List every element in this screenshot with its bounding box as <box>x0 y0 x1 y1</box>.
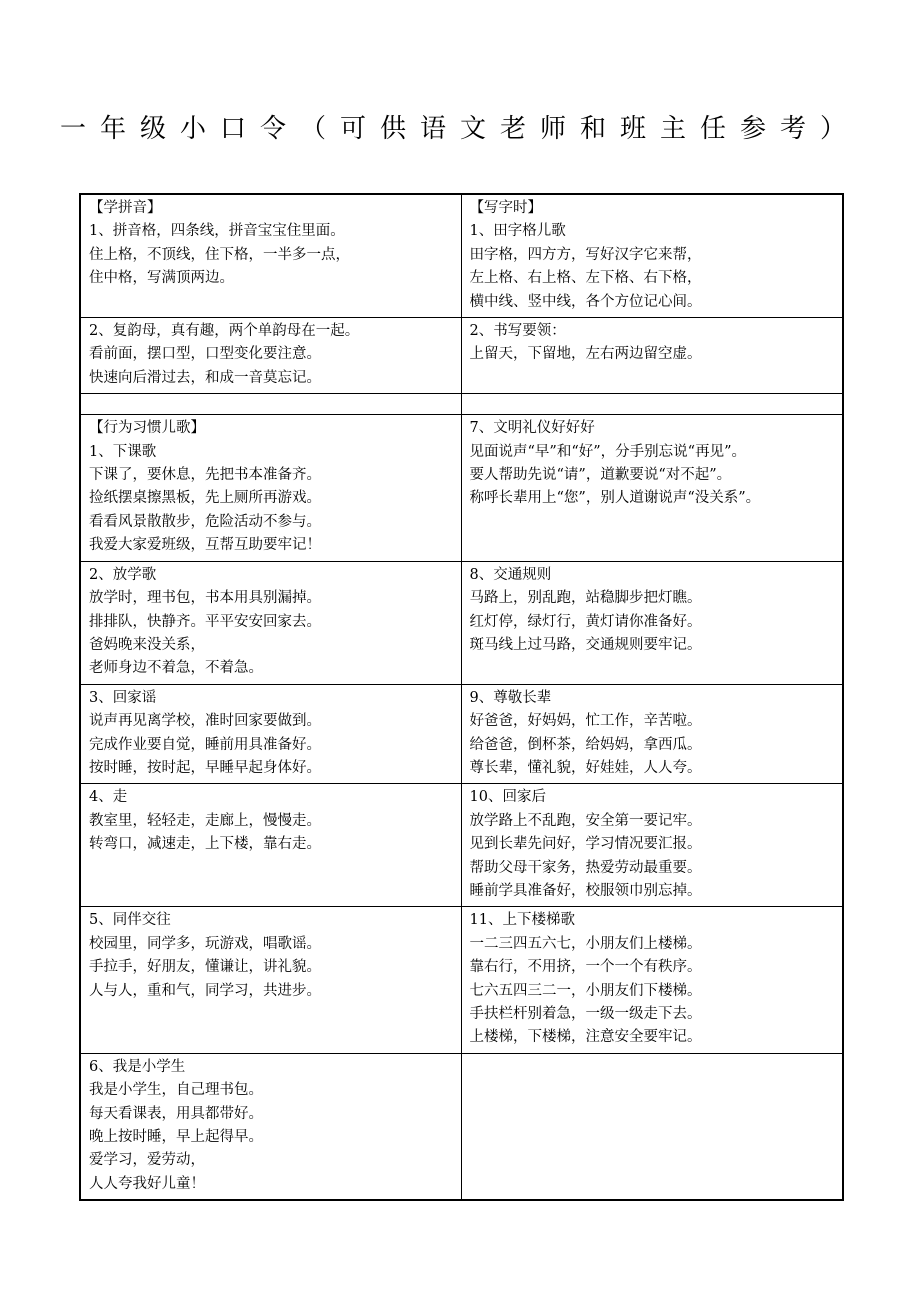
text-line: 【学拼音】 <box>89 200 162 216</box>
text-line: 七六五四三二一，小朋友们下楼梯。 <box>469 982 702 999</box>
table-row <box>80 394 843 415</box>
text-line: 放学路上不乱跑，安全第一要记牢。 <box>469 812 702 829</box>
text-line: 3、回家谣 <box>89 689 157 706</box>
text-line: 5、同伴交往 <box>89 912 171 929</box>
text-line: 手拉手，好朋友，懂谦让，讲礼貌。 <box>89 959 321 976</box>
right-cell <box>461 194 843 318</box>
text-line: 田字格，四方方，写好汉字它来帮， <box>469 246 702 263</box>
right-cell <box>461 907 843 1053</box>
rhymes-table-body <box>80 194 843 1200</box>
right-cell <box>461 394 843 415</box>
text-line: 爱学习，爱劳动， <box>89 1152 205 1169</box>
text-line: 2、书写要领： <box>469 323 566 340</box>
text-line: 快速向后滑过去，和成一音莫忘记。 <box>89 369 321 386</box>
table-row <box>80 907 843 1053</box>
left-cell <box>80 561 461 684</box>
text-line: 给爸爸，倒杯茶，给妈妈，拿西瓜。 <box>469 736 702 753</box>
text-line: 晚上按时睡，早上起得早。 <box>89 1129 263 1146</box>
text-line: 6、我是小学生 <box>89 1058 186 1075</box>
text-line: 住中格，写满顶两边。 <box>89 270 234 287</box>
table-row <box>80 1053 843 1200</box>
text-line: 上楼梯，下楼梯，注意安全要牢记。 <box>469 1029 702 1046</box>
text-line: 马路上，别乱跑，站稳脚步把灯瞧。 <box>469 590 702 607</box>
text-line: 称呼长辈用上“您”，别人道谢说声“没关系”。 <box>469 490 761 507</box>
left-cell <box>80 318 461 394</box>
left-cell <box>80 415 461 561</box>
text-line: 转弯口，减速走，上下楼，靠右走。 <box>89 836 321 853</box>
text-line: 好爸爸，好妈妈，忙工作，辛苦啦。 <box>469 713 702 730</box>
text-line: 按时睡，按时起，早睡早起身体好。 <box>89 759 321 776</box>
text-line: 见到长辈先问好，学习情况要汇报。 <box>469 836 702 853</box>
text-line: 每天看课表，用具都带好。 <box>89 1105 263 1122</box>
text-line: 【写字时】 <box>469 200 542 216</box>
text-line: 1、田字格儿歌 <box>469 223 566 240</box>
text-line: 手扶栏杆别着急，一级一级走下去。 <box>469 1006 702 1022</box>
text-line: 8、交通规则 <box>469 566 552 583</box>
text-line: 见面说声“早”和“好”，分手别忘说“再见”。 <box>469 443 746 460</box>
text-line: 1、下课歌 <box>89 443 157 460</box>
page-title: 一年级小口令（可供语文老师和班主任参考） <box>59 114 860 144</box>
table-row <box>80 561 843 684</box>
text-line: 2、复韵母，真有趣，两个单韵母在一起。 <box>89 323 360 340</box>
text-line: 横中线、竖中线，各个方位记心间。 <box>469 293 702 310</box>
right-cell <box>461 684 843 784</box>
text-line: 左上格、右上格、左下格、右下格， <box>469 270 702 287</box>
text-line: 人与人，重和气，同学习，共进步。 <box>89 982 321 999</box>
left-cell <box>80 684 461 784</box>
text-line: 爸妈晚来没关系， <box>89 636 205 653</box>
text-line: 7、文明礼仪好好好 <box>469 420 595 437</box>
left-cell <box>80 784 461 907</box>
text-line: 2、放学歌 <box>89 566 157 583</box>
text-line: 排排队，快静齐。平平安安回家去。 <box>89 613 321 630</box>
text-line: 我是小学生，自己理书包。 <box>89 1082 263 1099</box>
text-line: 10、回家后 <box>469 789 546 806</box>
text-line: 【行为习惯儿歌】 <box>89 420 205 437</box>
table-row <box>80 194 843 318</box>
rhymes-table <box>79 193 844 1201</box>
left-cell <box>80 1053 461 1200</box>
text-line: 斑马线上过马路，交通规则要牢记。 <box>469 636 702 653</box>
table-row <box>80 415 843 561</box>
text-line: 我爱大家爱班级，互帮互助要牢记！ <box>89 537 321 554</box>
text-line: 完成作业要自觉，睡前用具准备好。 <box>89 736 321 753</box>
left-cell <box>80 394 461 415</box>
text-line: 尊长辈，懂礼貌，好娃娃，人人夸。 <box>469 759 702 776</box>
text-line: 校园里，同学多，玩游戏，唱歌谣。 <box>89 935 321 952</box>
right-cell <box>461 1053 843 1200</box>
text-line: 红灯停，绿灯行，黄灯请你准备好。 <box>469 613 702 630</box>
table-row <box>80 784 843 907</box>
text-line: 睡前学具准备好，校服领巾别忘掉。 <box>469 882 702 899</box>
text-line: 靠右行，不用挤，一个一个有秩序。 <box>469 959 702 976</box>
text-line: 上留天，下留地，左右两边留空虚。 <box>469 346 702 363</box>
text-line: 捡纸摆桌擦黑板，先上厕所再游戏。 <box>89 490 321 507</box>
left-cell <box>80 194 461 318</box>
text-line: 要人帮助先说“请”，道歉要说“对不起”。 <box>469 467 732 484</box>
text-line: 9、尊敬长辈 <box>469 689 552 706</box>
left-cell <box>80 907 461 1053</box>
text-line: 下课了，要休息，先把书本准备齐。 <box>89 467 321 484</box>
right-cell <box>461 784 843 907</box>
text-line: 说声再见离学校，准时回家要做到。 <box>89 713 321 730</box>
text-line: 教室里，轻轻走，走廊上，慢慢走。 <box>89 812 321 829</box>
text-line: 人人夸我好儿童！ <box>89 1175 205 1192</box>
text-line: 老师身边不着急，不着急。 <box>89 660 263 677</box>
text-line: 住上格，不顶线，住下格，一半多一点， <box>89 246 350 263</box>
text-line: 一二三四五六七，小朋友们上楼梯。 <box>469 935 702 952</box>
right-cell <box>461 415 843 561</box>
text-line: 看看风景散散步，危险活动不参与。 <box>89 513 321 530</box>
right-cell <box>461 318 843 394</box>
text-line: 帮助父母干家务，热爱劳动最重要。 <box>469 859 702 876</box>
text-line: 1、拼音格，四条线，拼音宝宝住里面。 <box>89 223 345 240</box>
table-row <box>80 318 843 394</box>
text-line: 看前面，摆口型，口型变化要注意。 <box>89 346 321 363</box>
text-line: 4、走 <box>89 789 128 806</box>
right-cell <box>461 561 843 684</box>
text-line: 放学时，理书包，书本用具别漏掉。 <box>89 590 321 607</box>
text-line: 11、上下楼梯歌 <box>469 912 575 929</box>
table-row <box>80 684 843 784</box>
